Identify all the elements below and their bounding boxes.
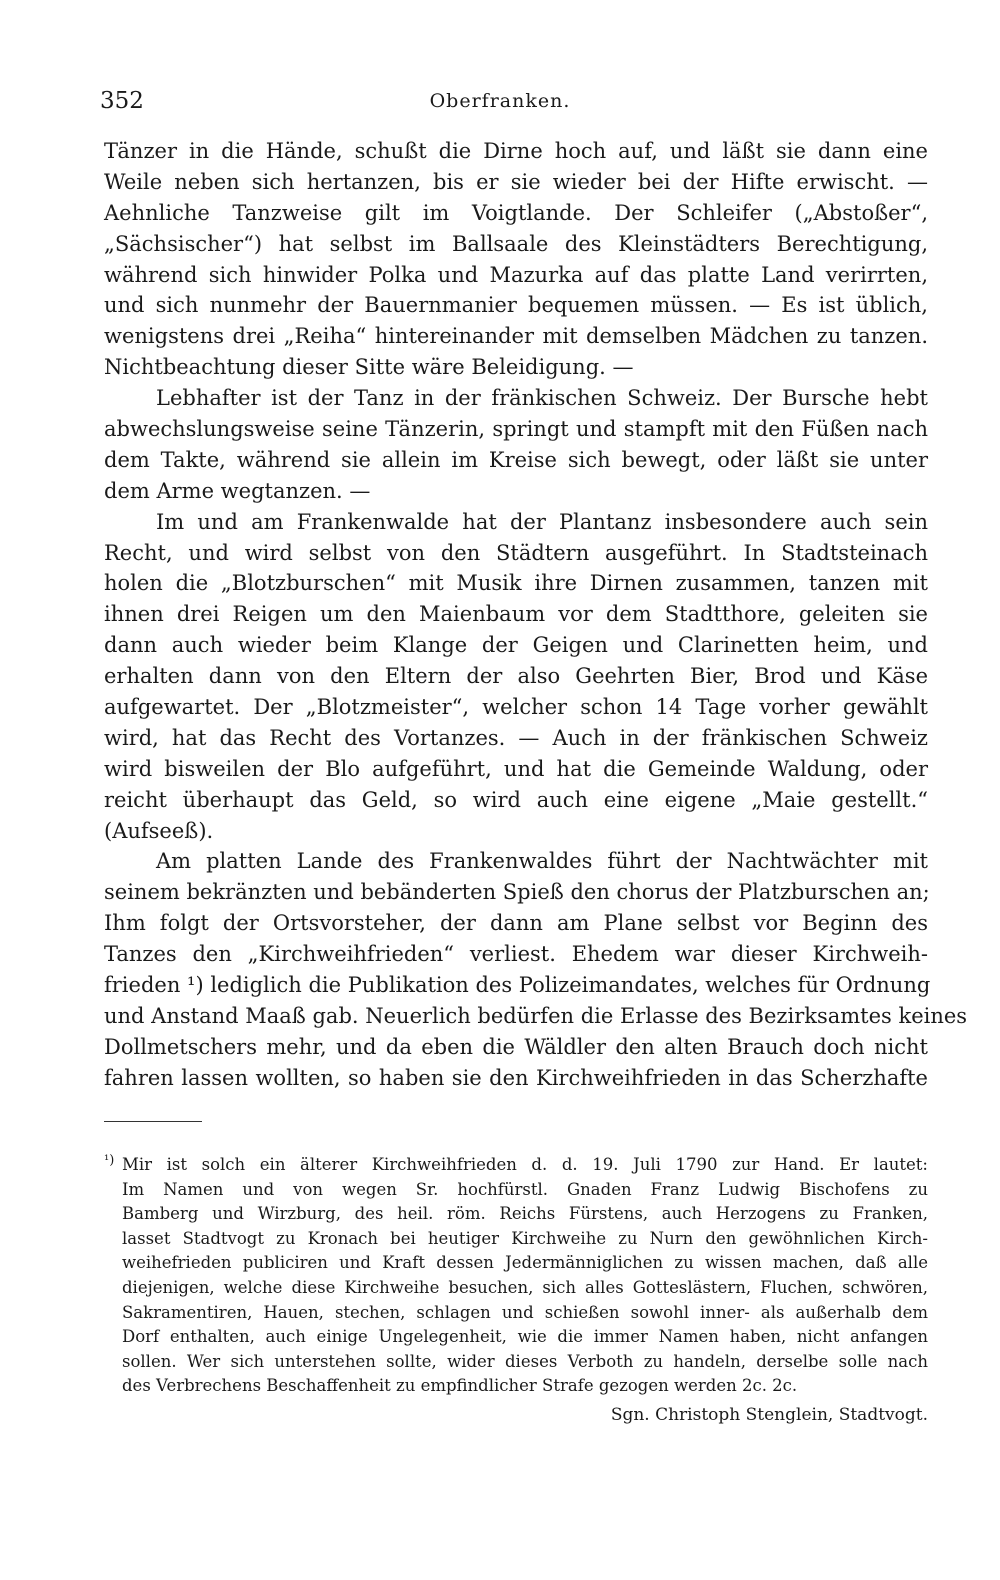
text-line: Tanzes den „Kirchweihfrieden“ verliest. Ehedem war dieser Kirchweih- (104, 942, 928, 967)
text-line: (Aufseeß). (104, 818, 214, 843)
footnote-line: sollen. Wer sich unterstehen sollte, wider dieses Verboth zu handeln, derselbe solle nach (122, 1351, 928, 1371)
footnote-line: Sakramentiren, Hauen, stechen, schlagen und schießen sowohl inner- als außerhalb dem (122, 1302, 928, 1322)
text-line: wird, hat das Recht des Vortanzes. — Auch in der fränkischen Schweiz (104, 725, 928, 750)
text-line: frieden ¹) lediglich die Publikation des Polizeimandates, welches für Ordnung (104, 973, 931, 998)
text-line: dem Takte, während sie allein im Kreise sich bewegt, oder läßt sie unter (104, 447, 928, 472)
text-line: erhalten dann von den Eltern der also Geehrten Bier, Brod und Käse (104, 664, 928, 689)
body-text (104, 136, 968, 1094)
text-line: Im und am Frankenwalde hat der Plantanz insbesondere auch sein (156, 509, 928, 534)
text-line: Weile neben sich hertanzen, bis er sie wieder bei der Hifte erwischt. — (104, 169, 928, 194)
footnote-marker: ¹) (104, 1153, 115, 1168)
text-line: und sich nunmehr der Bauernmanier bequemen müssen. — Es ist üblich, (104, 293, 928, 318)
footnote-line (104, 1153, 928, 1178)
text-line: holen die „Blotzburschen“ mit Musik ihre Dirnen zusammen, tanzen mit (104, 571, 928, 596)
text-line: und Anstand Maaß gab. Neuerlich bedürfen die Erlasse des Bezirksamtes keines (104, 1003, 968, 1028)
text-line: wird bisweilen der Blo aufgeführt, und hat die Gemeinde Waldung, oder (104, 756, 928, 781)
footnote-separator (104, 1121, 202, 1122)
text-line: aufgewartet. Der „Blotzmeister“, welcher schon 14 Tage vorher gewählt (104, 695, 928, 720)
running-head: Oberfranken. (429, 90, 571, 112)
text-line: dem Arme wegtanzen. — (104, 478, 371, 503)
footnote (104, 1153, 928, 1399)
text-line: Lebhafter ist der Tanz in der fränkischen Schweiz. Der Bursche hebt (156, 386, 928, 411)
page-number: 352 (100, 88, 144, 114)
text-line: Tänzer in die Hände, schußt die Dirne hoch auf, und läßt sie dann eine (104, 139, 928, 163)
footnote-line: Dorf enthalten, auch einige Ungelegenheit, wie die immer Namen haben, nicht anfangen (122, 1327, 928, 1347)
text-line: Am platten Lande des Frankenwaldes führt der Nachtwächter mit (156, 849, 928, 874)
text-line: Aehnliche Tanzweise gilt im Voigtlande. Der Schleifer („Abstoßer“, (104, 200, 928, 225)
footnote-signature: Sgn. Christoph Stenglein, Stadtvogt. (610, 1405, 928, 1425)
text-line: Nichtbeachtung dieser Sitte wäre Beleidigung. — (104, 355, 634, 380)
footnote-line: Bamberg und Wirzburg, des heil. röm. Reichs Fürstens, auch Herzogens zu Franken, (122, 1204, 928, 1224)
text-line: Dollmetschers mehr, und da eben die Wäldler den alten Brauch doch nicht (104, 1034, 928, 1059)
footnote-line-text: Mir ist solch ein älterer Kirchweihfrieden d. d. 19. Juli 1790 zur Hand. Er lautet: (122, 1155, 928, 1174)
footnote-line: weihefrieden publiciren und Kraft dessen Jedermänniglichen zu wissen machen, daß alle (122, 1253, 928, 1273)
text-line: Ihm folgt der Ortsvorsteher, der dann am Plane selbst vor Beginn des (104, 911, 928, 936)
text-line: dann auch wieder beim Klange der Geigen und Clarinetten heim, und (104, 633, 928, 658)
text-line: fahren lassen wollten, so haben sie den Kirchweihfrieden in das Scherzhafte (104, 1065, 928, 1090)
text-line: ihnen drei Reigen um den Maienbaum vor dem Stadtthore, geleiten sie (104, 602, 928, 627)
text-line: wenigstens drei „Reiha“ hintereinander mit demselben Mädchen zu tanzen. (104, 324, 928, 349)
footnote-line: lasset Stadtvogt zu Kronach bei heutiger Kirchweihe zu Nurn den gewöhnlichen Kirch- (122, 1228, 928, 1248)
footnote-line: des Verbrechens Beschaffenheit zu empfindlicher Strafe gezogen werden 2c. 2c. (122, 1376, 798, 1396)
text-line: reicht überhaupt das Geld, so wird auch eine eigene „Maie gestellt.“ (104, 787, 928, 812)
text-line: während sich hinwider Polka und Mazurka auf das platte Land verirrten, (104, 262, 928, 287)
footnote-line: Im Namen und von wegen Sr. hochfürstl. Gnaden Franz Ludwig Bischofens zu (122, 1179, 928, 1199)
text-line: seinem bekränzten und bebänderten Spieß den chorus der Platzburschen an; (104, 880, 930, 905)
footnote-line: diejenigen, welche diese Kirchweihe besuchen, sich alles Gotteslästern, Fluchen, schwören, (122, 1277, 928, 1297)
text-line: „Sächsischer“) hat selbst im Ballsaale des Kleinstädters Berechtigung, (104, 231, 928, 256)
text-line: abwechslungsweise seine Tänzerin, springt und stampft mit den Füßen nach (104, 417, 928, 442)
text-line: Recht, und wird selbst von den Städtern ausgeführt. In Stadtsteinach (104, 540, 928, 565)
